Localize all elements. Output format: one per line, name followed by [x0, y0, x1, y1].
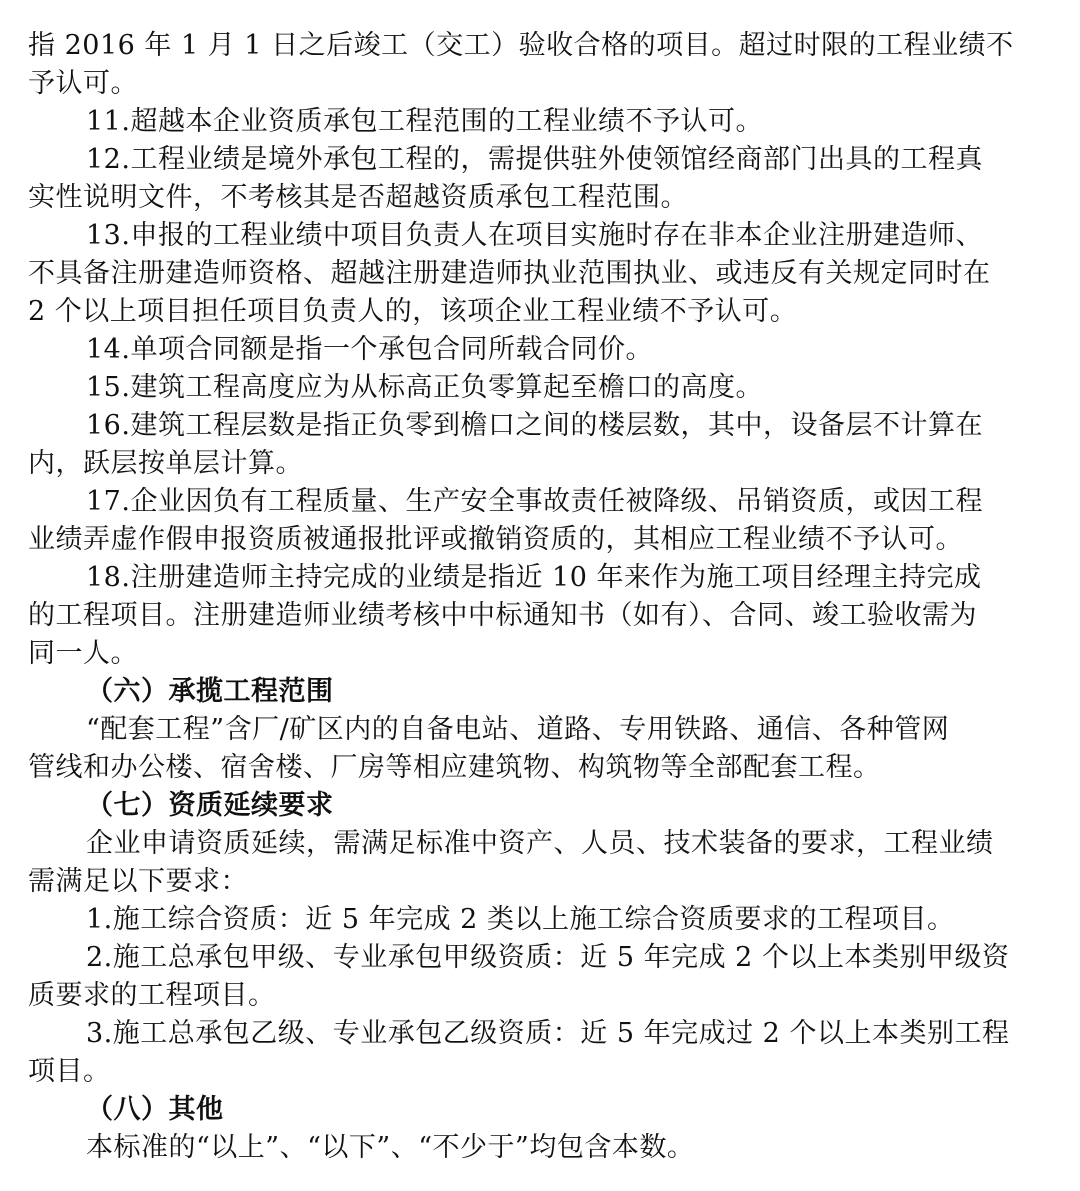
item-18-line-1: 18.注册建造师主持完成的业绩是指近 10 年来作为施工项目经理主持完成 [86, 562, 982, 593]
section-7-item-3-line-1: 3.施工总承包乙级、专业承包乙级资质：近 5 年完成过 2 个以上本类别工程 [86, 1018, 1010, 1049]
item-12-line-2: 实性说明文件，不考核其是否超越资质承包工程范围。 [28, 182, 688, 213]
section-6-line-2: 管线和办公楼、宿舍楼、厂房等相应建筑物、构筑物等全部配套工程。 [28, 752, 881, 783]
item-16-line-1: 16.建筑工程层数是指正负零到檐口之间的楼层数，其中，设备层不计算在 [86, 410, 983, 441]
section-8-line-1: 本标准的“以上”、“以下”、“不少于”均包含本数。 [86, 1132, 695, 1163]
item-13-line-2: 不具备注册建造师资格、超越注册建造师执业范围执业、或违反有关规定同时在 [28, 258, 991, 289]
item-13-line-3: 2 个以上项目担任项目负责人的，该项企业工程业绩不予认可。 [28, 296, 798, 327]
item-11: 11.超越本企业资质承包工程范围的工程业绩不予认可。 [86, 106, 763, 137]
item-16-line-2: 内，跃层按单层计算。 [28, 448, 303, 479]
item-18-line-2: 的工程项目。注册建造师业绩考核中中标通知书（如有）、合同、竣工验收需为 [28, 600, 977, 631]
item-17-line-1: 17.企业因负有工程质量、生产安全事故责任被降级、吊销资质，或因工程 [86, 486, 983, 517]
section-7-item-3-line-2: 项目。 [28, 1056, 111, 1087]
item-15: 15.建筑工程高度应为从标高正负零算起至檐口的高度。 [86, 372, 763, 403]
section-heading-7: （七）资质延续要求 [86, 790, 334, 821]
text-line-2: 予认可。 [28, 68, 138, 99]
section-heading-6: （六）承揽工程范围 [86, 676, 334, 707]
section-6-line-1: “配套工程”含厂/矿区内的自备电站、道路、专用铁路、通信、各种管网 [86, 714, 950, 745]
section-7-item-2-line-1: 2.施工总承包甲级、专业承包甲级资质：近 5 年完成 2 个以上本类别甲级资 [86, 942, 1010, 973]
item-17-line-2: 业绩弄虚作假申报资质被通报批评或撤销资质的，其相应工程业绩不予认可。 [28, 524, 963, 555]
section-7-line-2: 需满足以下要求： [28, 866, 248, 897]
text-line-1: 指 2016 年 1 月 1 日之后竣工（交工）验收合格的项目。超过时限的工程业绩不 [28, 30, 1014, 61]
item-12-line-1: 12.工程业绩是境外承包工程的，需提供驻外使领馆经商部门出具的工程真 [86, 144, 983, 175]
section-7-item-2-line-2: 质要求的工程项目。 [28, 980, 276, 1011]
section-7-line-1: 企业申请资质延续，需满足标准中资产、人员、技术装备的要求，工程业绩 [86, 828, 994, 859]
section-7-item-1: 1.施工综合资质：近 5 年完成 2 类以上施工综合资质要求的工程项目。 [86, 904, 955, 935]
section-heading-8: （八）其他 [86, 1094, 224, 1125]
item-18-line-3: 同一人。 [28, 638, 138, 669]
item-13-line-1: 13.申报的工程业绩中项目负责人在项目实施时存在非本企业注册建造师、 [86, 220, 983, 251]
item-14: 14.单项合同额是指一个承包合同所载合同价。 [86, 334, 653, 365]
